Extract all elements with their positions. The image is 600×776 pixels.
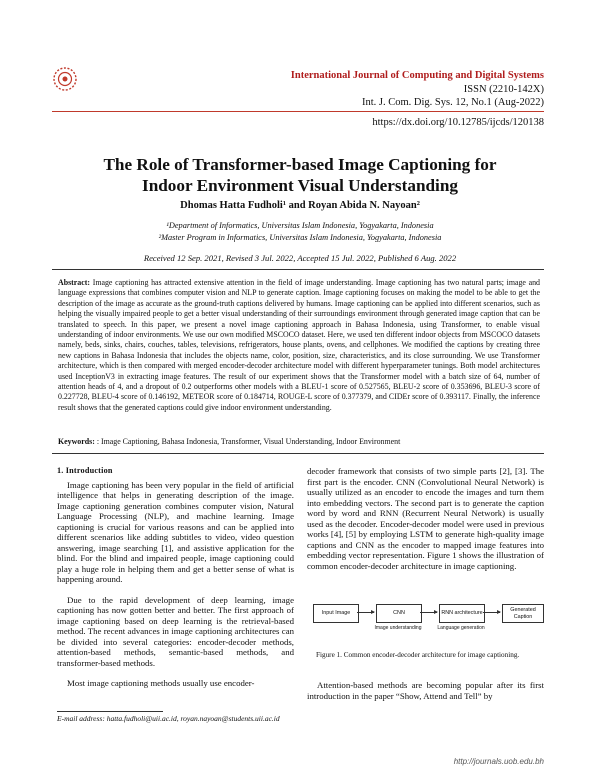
left-paragraph-2: Due to the rapid development of deep learning, image captioning has now gotten better and better. The first approach of image captioning based on deep learning is the retrieval-based method. The recent advances in image captioning architectures can be divided into several categories: encoder-decoder methods, attention-based methods, semantic-based methods, and transformer-based methods. (57, 594, 294, 668)
figure-1-caption: Figure 1. Common encoder-decoder architecture for image captioning. (316, 651, 520, 659)
affiliation-1: ¹Department of Informatics, Universitas Islam Indonesia, Yogyakarta, Indonesia (166, 221, 434, 230)
right-column (307, 466, 544, 581)
doi-link[interactable]: https://dx.doi.org/10.12785/ijcds/120138 (372, 117, 544, 128)
right-column-continued (307, 680, 544, 711)
right-paragraph-1: decoder framework that consists of two simple parts [2], [3]. The first part is the encoder. CNN (Convolutional Neural Network) is usually utilized as an encoder to encode the images and turn them into embedding vectors. The second part is to generate the caption word by word and RNN (Recurrent Neural Network) is usually used as the decoder. Encoder-decoder model were used in previous works [4], [5] by employing LSTM to generate high-quality image captions and CNN as the encoder to mapped image features into embedding vector representation. Figure 1 shows the illustration of common encoder-decoder architecture in image captioning. (307, 466, 544, 571)
authors: Dhomas Hatta Fudholi¹ and Royan Abida N. Nayoan² (180, 200, 420, 211)
keywords (58, 437, 540, 446)
keywords-label: Keywords: (58, 437, 95, 446)
journal-url[interactable]: http://journals.uob.edu.bh (453, 757, 544, 766)
journal-name: International Journal of Computing and Digital Systems (290, 70, 544, 81)
journal-logo-icon (52, 66, 78, 92)
title-line-1: The Role of Transformer-based Image Captioning for (103, 155, 497, 174)
arrow-cnn-rnn (420, 612, 437, 613)
abstract-label: Abstract: (58, 278, 90, 287)
arrow-rnn-caption (483, 612, 500, 613)
keywords-text: : Image Captioning, Bahasa Indonesia, Transformer, Visual Understanding, Indoor Environment (96, 437, 401, 446)
abstract (58, 278, 540, 413)
input-image-box: Input Image (313, 604, 359, 623)
journal-citation: Int. J. Com. Dig. Sys. 12, No.1 (Aug-2022) (361, 97, 544, 108)
rnn-box: RNN architecture (439, 604, 485, 623)
right-paragraph-2: Attention-based methods are becoming popular after its first introduction in the paper “Show, Attend and Tell” by (307, 680, 544, 701)
figure-1-diagram (307, 601, 544, 647)
affiliation-2: ²Master Program in Informatics, Universitas Islam Indonesia, Yogyakarta, Indonesia (158, 233, 442, 242)
author-emails: E-mail address: hatta.fudholi@uii.ac.id, royan.nayoan@students.uii.ac.id (57, 714, 280, 723)
abstract-top-rule (52, 269, 544, 270)
language-generation-label: Language generation (437, 625, 485, 631)
left-paragraph-1: Image captioning has been very popular in the field of artificial intelligence that helps in generating description of the image. Image captioning generation combines computer vision, Natural Language Processing (NLP), and machine learning. Image captioning is crucial for various reasons and can be applied into different scenarios like adding subtitles to video, video question answering, image searching [1], and assistive application for the blind. For the blind and impaired people, image captioning could play a huge role in helping them and get a better sense of what is happening around. (57, 479, 294, 584)
cnn-box: CNN (376, 604, 422, 623)
left-paragraph-3: Most image captioning methods usually use encoder- (67, 678, 255, 688)
generated-caption-box: Generated Caption (502, 604, 544, 623)
left-column (57, 466, 294, 699)
paper-title (40, 154, 560, 196)
footnote-rule (57, 711, 163, 712)
section-heading-introduction: 1. Introduction (57, 466, 113, 475)
abstract-text: Image captioning has attracted extensive attention in the field of image understanding. Image captioning has two natural parts; image and language expressions that combines computer vision and NLP to generate caption. Image captioning focuses on making the model to be able to get the description of the image as accurate as the ground-truth captions delivered by humans. Image captioning can be applied into different scenarios, such as helping the visually impaired people to get a better visual understanding of their surroundings environment through generated image caption that can be translated to speech. In this paper, we present a novel image captioning approach in Bahasa Indonesia, using Transformer, to enable visual understanding of indoor environments. We use our own modified MSCOCO dataset. Here, we used ten different indoor objects from MSCOCO datasets namely, beds, sinks, chairs, couches, tables, televisions, refrigerators, house plants, ovens, and cellphones. We modified the captions by creating three new captions in Bahasa Indonesia that includes the objects name, color, position, size, characteristics, and its close surrounding. We use Transformer architecture, which is then compared with merged encoder-decoder architecture model with different hyperparameter tunings. Both model architectures used InceptionV3 in extracting image features. The result of our experiment shows that the Transformer model with a batch size of 64, number of attention heads of 4, and a dropout of 0.2 outperforms other models with a BLEU-1 score of 0.527565, BLEU-2 score of 0.353696, BLEU-3 score of 0.227728, BLEU-4 score of 0.146192, METEOR score of 0.184714, ROUGE-L score of 0.377379, and CIDEr score of 0.393117. Finally, the inference result shows that the generated captions could give indoor environment understanding. (58, 278, 540, 412)
received-dates: Received 12 Sep. 2021, Revised 3 Jul. 2022, Accepted 15 Jul. 2022, Published 6 Aug. 2022 (143, 253, 457, 263)
title-line-2: Indoor Environment Visual Understanding (142, 176, 458, 195)
abstract-bottom-rule (52, 453, 544, 454)
header-rule (52, 111, 544, 112)
journal-issn: ISSN (2210-142X) (463, 84, 544, 95)
arrow-input-cnn (357, 612, 374, 613)
image-understanding-label: Image understanding (374, 625, 422, 631)
